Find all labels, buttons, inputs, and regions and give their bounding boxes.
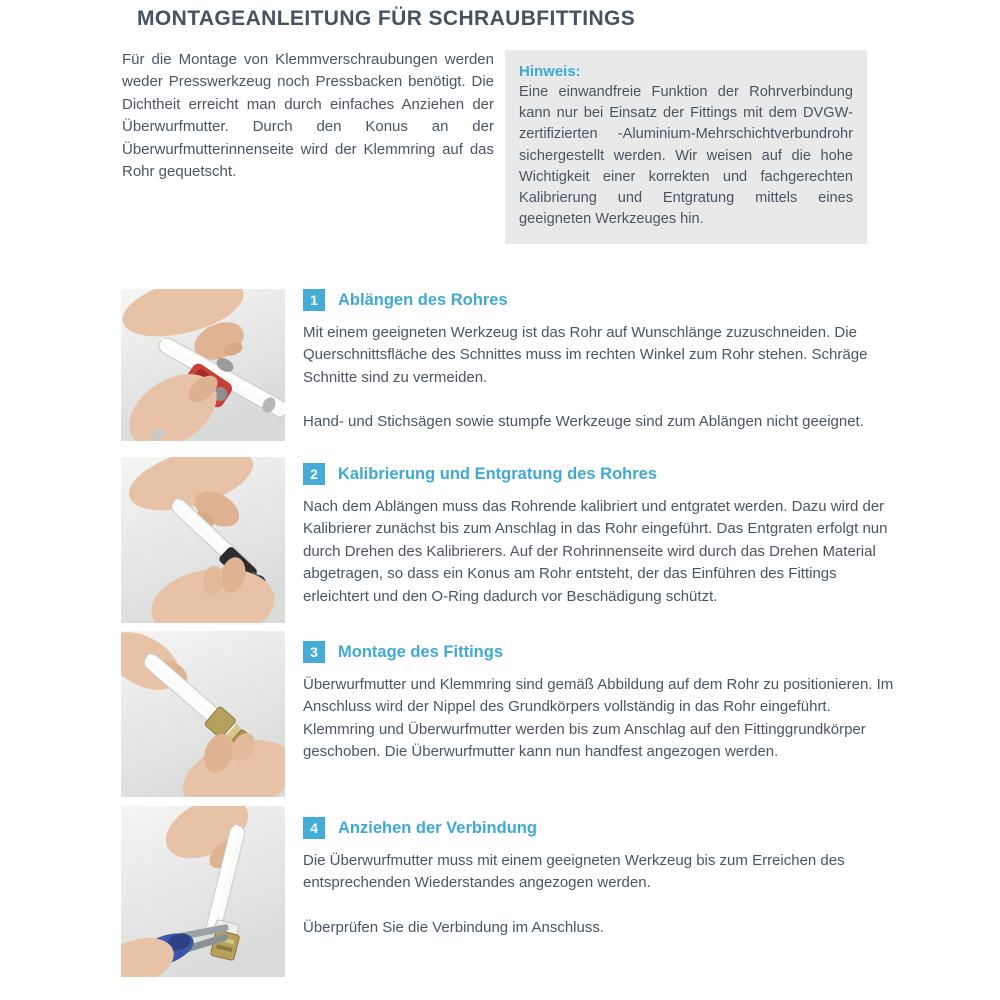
- step-number-badge: 2: [303, 463, 325, 485]
- step-paragraph: Nach dem Ablängen muss das Rohrende kalibriert und entgratet werden. Dazu wird der Kalibrierer zunächst bis zum Anschlag in das Rohr eingeführt. Das Entgraten erfolgt nun durch Drehen des Kalibrierers. Auf der Rohrinnenseite wird durch das Drehen Material abgetragen, so dass ein Konus am Rohr entsteht, der das Einführen des Fittings erleichtert und den O-Ring dadurch vor Beschädigung schützt.: [303, 498, 888, 605]
- step-section-4: [303, 817, 900, 939]
- step-section-3: [303, 641, 900, 764]
- step-title: Montage des Fittings: [338, 643, 503, 661]
- page-title: MONTAGEANLEITUNG FÜR SCHRAUBFITTINGS: [137, 7, 636, 30]
- step-paragraph: Überwurfmutter und Klemmring sind gemäß Abbildung auf dem Rohr zu positionieren. Im Anschluss wird der Nippel des Grundkörpers vollständig in das Rohr eingeführt. Klemmring und Überwurfmutter werden bis zum Anschlag auf den Fittinggrundkörper geschoben. Die Überwurfmutter kann nun handfest angezogen werden.: [303, 676, 894, 761]
- photo-fitting-assembly-image: [121, 631, 285, 797]
- step-number-badge: 4: [303, 817, 325, 839]
- step-number-badge: 1: [303, 289, 325, 311]
- intro-paragraph: Für die Montage von Klemmverschraubungen werden weder Presswerkzeug noch Pressbacken benötigt. Die Dichtheit erreicht man durch einfaches Anziehen der Überwurfmutter. Durch den Konus an der Überwurfmutterinnenseite wird der Klemmring auf das Rohr gequetscht.: [122, 51, 494, 181]
- step-title: Ablängen des Rohres: [338, 291, 508, 309]
- step-paragraph: Die Überwurfmutter muss mit einem geeigneten Werkzeug bis zum Erreichen des entsprechenden Wiederstandes angezogen werden.: [303, 852, 845, 892]
- step-paragraph: Hand- und Stichsägen sowie stumpfe Werkzeuge sind zum Ablängen nicht geeignet.: [303, 413, 864, 431]
- note-box: [505, 50, 867, 244]
- note-title: Hinweis:: [519, 63, 581, 80]
- step-section-2: [303, 463, 900, 608]
- photo-pipe-cutting-image: [121, 289, 285, 441]
- note-text: Eine einwandfreie Funktion der Rohrverbindung kann nur bei Einsatz der Fittings mit dem DVGW-zertifizierten -Aluminium-Mehrschichtverbundrohr sichergestellt werden. Wir weisen auf die hohe Wichtigkeit einer korrekten und fachgerechten Kalibrierung und Entgratung mittels eines geeigneten Werkzeuges hin.: [519, 84, 853, 228]
- step-title: Kalibrierung und Entgratung des Rohres: [338, 465, 658, 483]
- step-number-badge: 3: [303, 641, 325, 663]
- step-paragraph: Überprüfen Sie die Verbindung im Anschluss.: [303, 918, 605, 936]
- photo-pipe-calibrating-image: [121, 457, 285, 623]
- step-section-1: [303, 289, 900, 434]
- photo-tightening-image: [121, 806, 285, 977]
- step-title: Anziehen der Verbindung: [338, 819, 537, 837]
- step-paragraph: Mit einem geeigneten Werkzeug ist das Rohr auf Wunschlänge zuzuschneiden. Die Querschnittsfläche des Schnittes muss im rechten Winkel zum Rohr stehen. Schräge Schnitte sind zu vermeiden.: [303, 324, 868, 386]
